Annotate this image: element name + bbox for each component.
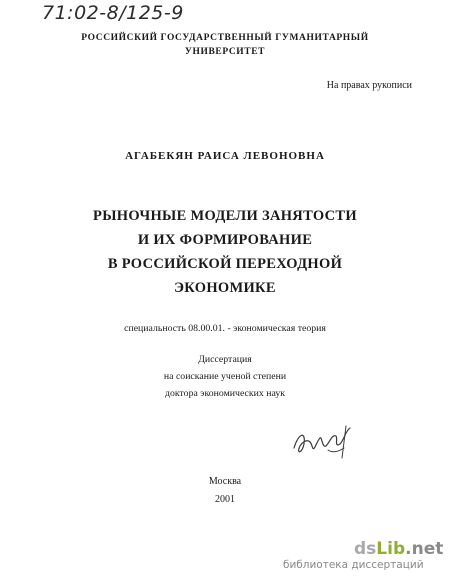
year: 2001 (215, 494, 235, 505)
watermark-logo-lib: Lib (376, 539, 406, 559)
dissertation-line-1: Диссертация (198, 354, 252, 365)
handwritten-signature (288, 420, 358, 462)
dissertation-line-2: на соискание ученой степени (163, 371, 287, 382)
watermark-subtitle: библиотека диссертаций (283, 559, 424, 571)
catalog-code: 71:02-8/125-9 (42, 2, 184, 24)
author-name: АГАБЕКЯН РАИСА ЛЕВОНОВНА (125, 150, 325, 162)
specialty-line: специальность 08.00.01. - экономическая теория (124, 323, 326, 334)
title-line-3: В РОССИЙСКОЙ ПЕРЕХОДНОЙ (107, 256, 343, 272)
rights-note: На правах рукописи (326, 80, 412, 91)
title-line-1: РЫНОЧНЫЕ МОДЕЛИ ЗАНЯТОСТИ (93, 208, 357, 224)
watermark-logo-net: .net (405, 539, 444, 559)
watermark-logo (354, 539, 443, 559)
university-name-line2: УНИВЕРСИТЕТ (184, 47, 266, 57)
university-name-line1: РОССИЙСКИЙ ГОСУДАРСТВЕННЫЙ ГУМАНИТАРНЫЙ (81, 33, 369, 43)
title-line-2: И ИХ ФОРМИРОВАНИЕ (137, 232, 313, 248)
title-line-4: ЭКОНОМИКЕ (174, 280, 276, 296)
watermark-logo-ds: ds (354, 539, 377, 559)
dissertation-line-3: доктора экономических наук (165, 388, 285, 399)
city: Москва (208, 476, 242, 487)
